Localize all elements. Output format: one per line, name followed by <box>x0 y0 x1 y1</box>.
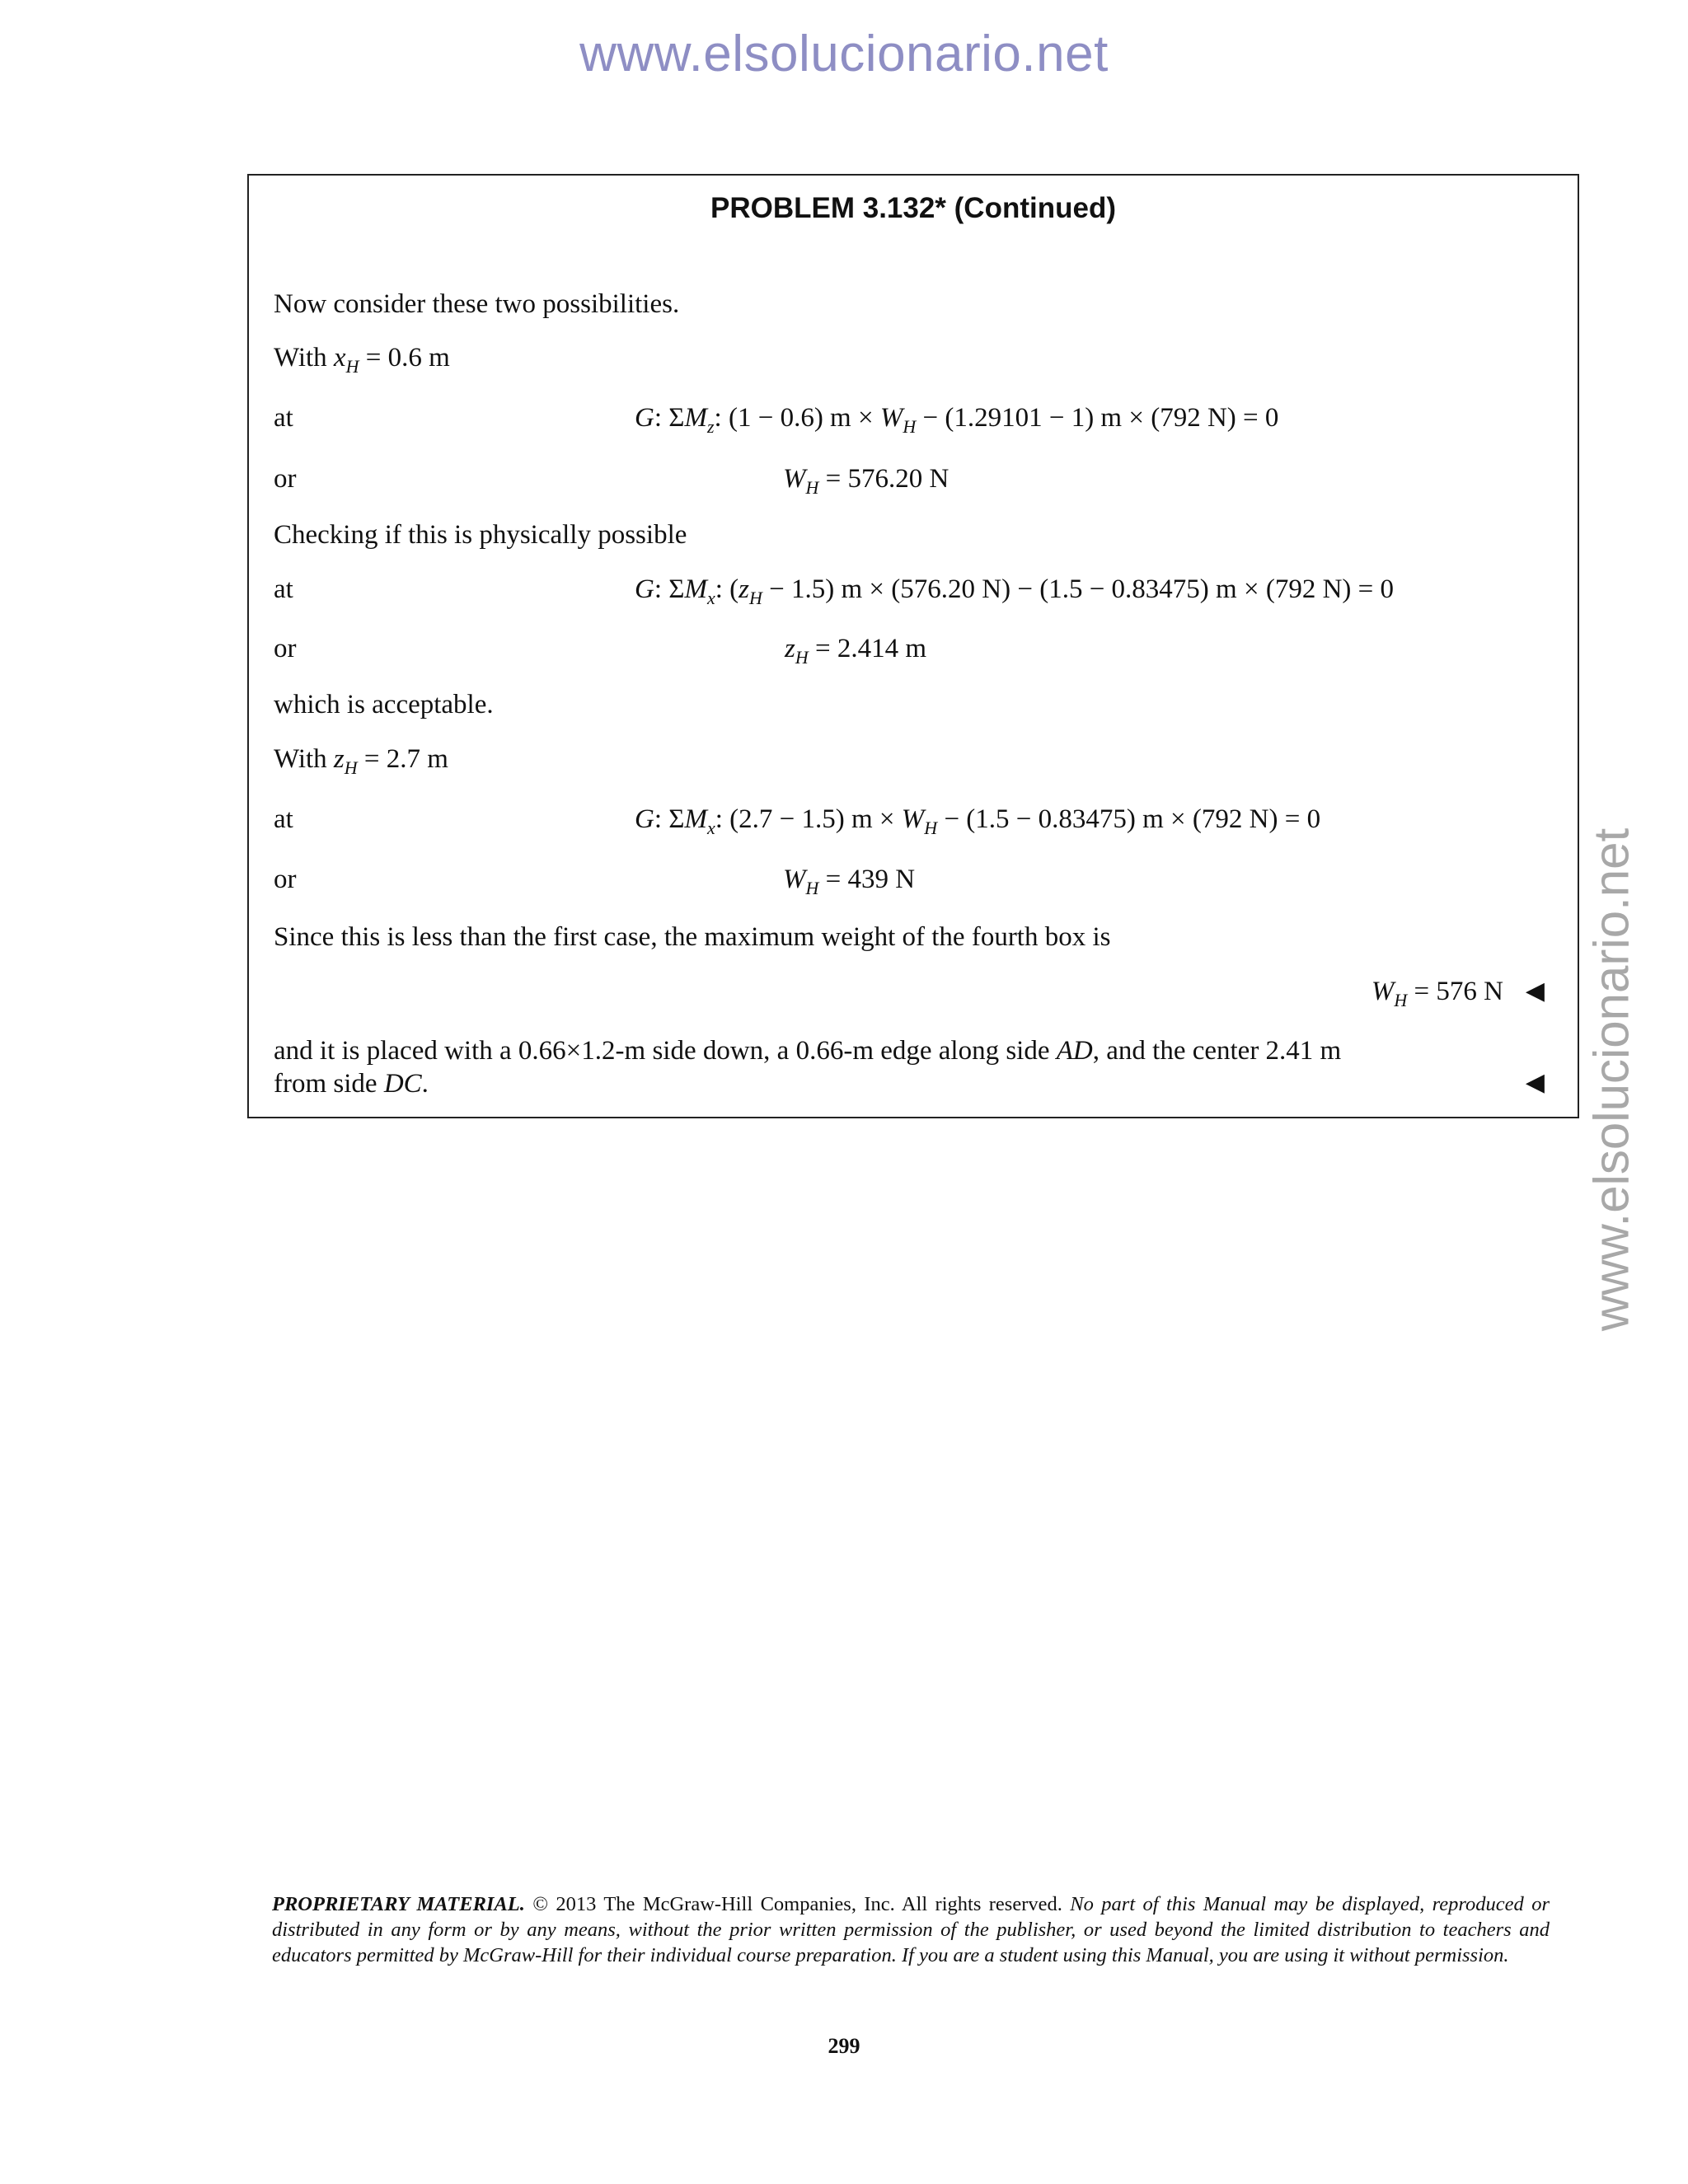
or-label: or <box>274 634 297 663</box>
or-label: or <box>274 865 297 894</box>
copyright-footer: PROPRIETARY MATERIAL. © 2013 The McGraw-Hill Companies, Inc. All rights reserved. No part of this Manual may be displayed, reproduced or distributed in any form or by any means, without the prior written permission of the publisher, or used beyond the limited distribution to teachers and educators permitted by McGraw-Hill for their individual course preparation. If you are a student using this Manual, you are using it without permission. <box>272 1893 1550 1966</box>
result-zh: $z_H = 2.414$ m <box>785 634 927 668</box>
with-xh-line: With $x_H = 0.6$ m <box>274 343 450 377</box>
final-line-1: and it is placed with a 0.66×1.2-m side down, a 0.66-m edge along side AD, and the center 2.41 m <box>274 1036 1342 1066</box>
page-number: 299 <box>828 2034 860 2058</box>
intro-line: Now consider these two possibilities. <box>274 289 680 319</box>
watermark-side-text: www.elsolucionario.net <box>1583 827 1639 1332</box>
equation-moment-x-1: G: $\Sigma M_x$: $(z_H - 1.5) m \times (576.20$ N) − (1.5 − 0.83475) m × (792 N) = 0 <box>635 574 1394 608</box>
at-label: at <box>274 574 293 604</box>
at-label: at <box>274 804 293 834</box>
equation-moment-z: G: $\Sigma M_z$: (1 − 0.6) $m \times W_H - (1.29101 - 1) m \times (792$ N) = 0 <box>635 403 1279 437</box>
acceptable-line: which is acceptable. <box>274 690 494 719</box>
at-label: at <box>274 403 293 433</box>
or-label: or <box>274 464 297 494</box>
final-answer: $W_H = 576$ N <box>1371 977 1503 1010</box>
answer-marker-icon: ◀ <box>1525 1069 1545 1096</box>
answer-marker-icon: ◀ <box>1525 977 1545 1005</box>
equation-moment-x-2: G: $\Sigma M_x$: (2.7 − 1.5) $m \times W_H - (1.5 - 0.83475) m \times (792$ N) = 0 <box>635 804 1321 838</box>
watermark-top: www.elsolucionario.net <box>579 26 1109 82</box>
result-wh-1: $W_H = 576.20$ N <box>783 464 950 498</box>
with-zh-line: With $z_H = 2.7$ m <box>274 744 448 778</box>
check-line: Checking if this is physically possible <box>274 520 687 550</box>
problem-box <box>247 174 1579 1118</box>
result-wh-2: $W_H = 439$ N <box>783 865 916 898</box>
problem-title: PROBLEM 3.132* (Continued) <box>710 192 1116 224</box>
final-line-2: from side DC. <box>274 1069 429 1099</box>
since-line: Since this is less than the first case, the maximum weight of the fourth box is <box>274 922 1111 952</box>
